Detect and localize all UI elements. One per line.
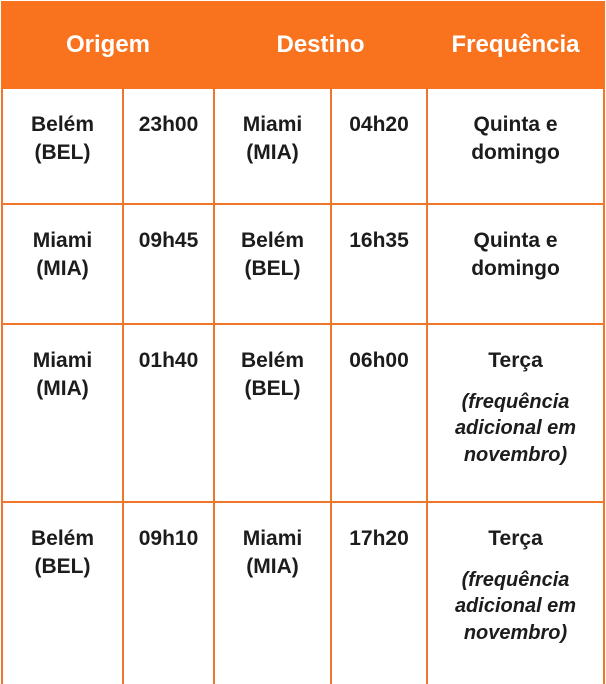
frequency-cell: [427, 204, 604, 324]
column-header-destino: Destino: [214, 2, 427, 88]
destination-city-name: Miami: [242, 113, 303, 136]
origin-city-name: Belém: [30, 113, 95, 136]
destination-time-cell: 17h20: [331, 502, 427, 684]
origin-airport-code: (MIA): [36, 256, 89, 280]
origin-city-cell: [2, 88, 123, 204]
origin-city-name: Miami: [32, 229, 93, 252]
origin-city-cell: [2, 502, 123, 684]
column-header-frequencia: Frequência: [427, 2, 604, 88]
frequency-cell: [427, 88, 604, 204]
destination-city-cell: [214, 324, 331, 502]
destination-city-cell: [214, 204, 331, 324]
destination-airport-code: (MIA): [246, 554, 299, 578]
frequency-note: (frequência adicional em novembro): [454, 568, 577, 644]
destination-city-name: Belém: [240, 229, 305, 252]
origin-city-cell: [2, 324, 123, 502]
origin-city-name: Belém: [30, 527, 95, 550]
frequency-days: Terça: [488, 527, 543, 550]
header-row: [2, 2, 604, 88]
destination-city-name: Belém: [240, 349, 305, 372]
destination-time-cell: 06h00: [331, 324, 427, 502]
origin-airport-code: (MIA): [36, 376, 89, 400]
origin-airport-code: (BEL): [34, 140, 91, 164]
origin-time-cell: 01h40: [123, 324, 214, 502]
destination-city-name: Miami: [242, 527, 303, 550]
origin-time-cell: 23h00: [123, 88, 214, 204]
table-row: [2, 88, 604, 204]
flight-schedule-table: [1, 1, 605, 684]
destination-airport-code: (BEL): [244, 256, 301, 280]
destination-airport-code: (BEL): [244, 376, 301, 400]
table-row: [2, 204, 604, 324]
table-row: [2, 502, 604, 684]
flight-schedule: [1, 1, 605, 684]
table-row: [2, 324, 604, 502]
origin-time-cell: 09h10: [123, 502, 214, 684]
origin-airport-code: (BEL): [34, 554, 91, 578]
frequency-days: Terça: [488, 349, 543, 372]
frequency-days: Quinta e domingo: [471, 229, 560, 280]
frequency-cell: [427, 324, 604, 502]
destination-airport-code: (MIA): [246, 140, 299, 164]
frequency-note: (frequência adicional em novembro): [454, 390, 577, 466]
column-header-origem: Origem: [2, 2, 214, 88]
destination-time-cell: 16h35: [331, 204, 427, 324]
origin-city-name: Miami: [32, 349, 93, 372]
frequency-days: Quinta e domingo: [471, 113, 560, 164]
origin-time-cell: 09h45: [123, 204, 214, 324]
destination-city-cell: [214, 88, 331, 204]
destination-time-cell: 04h20: [331, 88, 427, 204]
origin-city-cell: [2, 204, 123, 324]
frequency-cell: [427, 502, 604, 684]
destination-city-cell: [214, 502, 331, 684]
